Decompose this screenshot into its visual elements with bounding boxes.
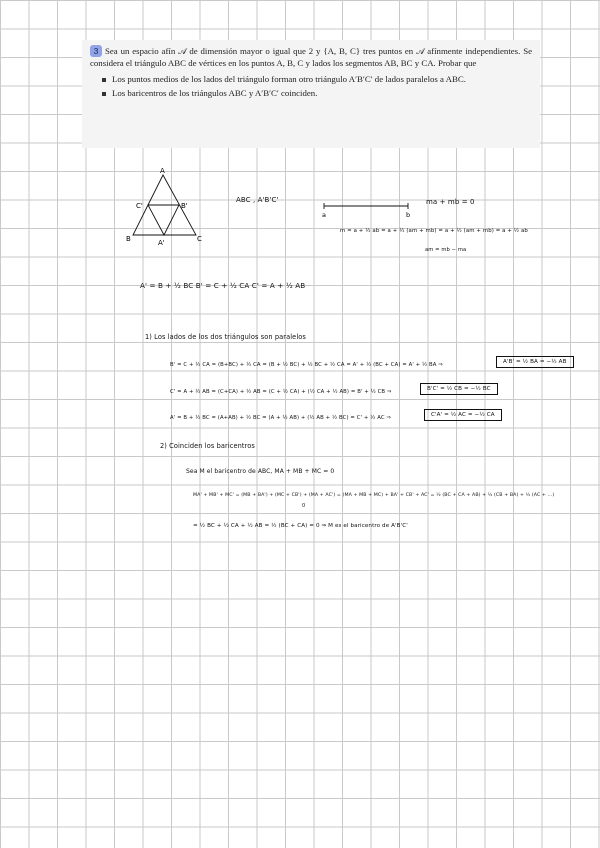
step1-title: 1) Los lados de los dos triángulos son paralelos: [145, 333, 306, 341]
step2-title: 2) Coinciden los baricentros: [160, 442, 255, 450]
triangle-label-bottom-right: C: [197, 235, 202, 243]
step2-intro: Sea M el baricentro de ABC, MA + MB + MC = 0: [186, 468, 335, 475]
problem-statement-text: Sea un espacio afín 𝒜 de dimensión mayor o igual que 2 y {A, B, C} tres puntos en 𝒜 afínmente independientes. Se considera el triángulo ABC de vértices en los puntos A, B, C y lados los segmentos AB, BC y CA. Probar que: [90, 46, 532, 68]
note-triangles: ABC , A'B'C': [236, 196, 279, 204]
step1-result-1: A'B' = ½ BA = −½ AB: [496, 356, 574, 368]
triangle-label-bottom-mid: A': [158, 239, 165, 247]
segment-label-b: b: [406, 211, 411, 219]
problem-number-badge: 3: [90, 45, 102, 57]
triangle-label-bottom-left: B: [126, 235, 131, 243]
step1-result-3: C'A' = ½ AC = −½ CA: [424, 409, 502, 421]
step1-equation-3: A' = B + ½ BC = (A+AB) + ½ BC = (A + ½ AB) + (½ AB + ½ BC) = C' + ½ AC ⇒: [170, 415, 391, 421]
step2-zero-note: 0: [302, 503, 306, 509]
segment-sketch: [318, 198, 418, 220]
triangle-sketch: [118, 165, 218, 250]
triangle-label-top: A: [160, 167, 165, 175]
note-midpoint-formula: m = a + ½ ab = a + ½ (am + mb) = a + ½ (am + mb) = a + ½ ab: [340, 228, 528, 234]
note-midpoint-detail: am = mb − ma: [425, 247, 467, 253]
note-vector-sum: ma + mb = 0: [426, 198, 475, 206]
segment-label-a: a: [322, 211, 326, 219]
triangle-label-left: C': [136, 202, 143, 210]
problem-paragraph: [90, 45, 532, 70]
step2-equation-2: = ½ BC + ½ CA + ½ AB = ½ (BC + CA) = 0 ⇒ M es el baricentro de A'B'C': [193, 523, 408, 529]
step1-result-2: B'C' = ½ CB = −½ BC: [420, 383, 498, 395]
problem-bullets: [90, 74, 532, 101]
bullet-item: Los puntos medios de los lados del triángulo forman otro triángulo A′B′C′ de lados paralelos a ABC.: [112, 74, 532, 86]
problem-statement: [82, 40, 540, 148]
triangle-label-right: B': [181, 202, 188, 210]
note-midpoints: A' = B + ½ BC B' = C + ½ CA C' = A + ½ AB: [140, 281, 306, 290]
bullet-item: Los baricentros de los triángulos ABC y A′B′C′ coinciden.: [112, 88, 532, 100]
step2-equation-1: MA' + MB' + MC' = (MB + BA') + (MC + CB') + (MA + AC') = (MA + MB + MC) + BA' + CB' + AC' = ½ (BC + CA + AB) + ½ (CB + BA) + ½ (AC + ...): [193, 493, 555, 498]
step1-equation-1: B' = C + ½ CA = (B+BC) + ½ CA = (B + ½ BC) + ½ BC + ½ CA = A' + ½ (BC + CA) = A' + ½ BA ⇒: [170, 362, 443, 368]
step1-equation-2: C' = A + ½ AB = (C+CA) + ½ AB = (C + ½ CA) + (½ CA + ½ AB) = B' + ½ CB ⇒: [170, 389, 392, 395]
